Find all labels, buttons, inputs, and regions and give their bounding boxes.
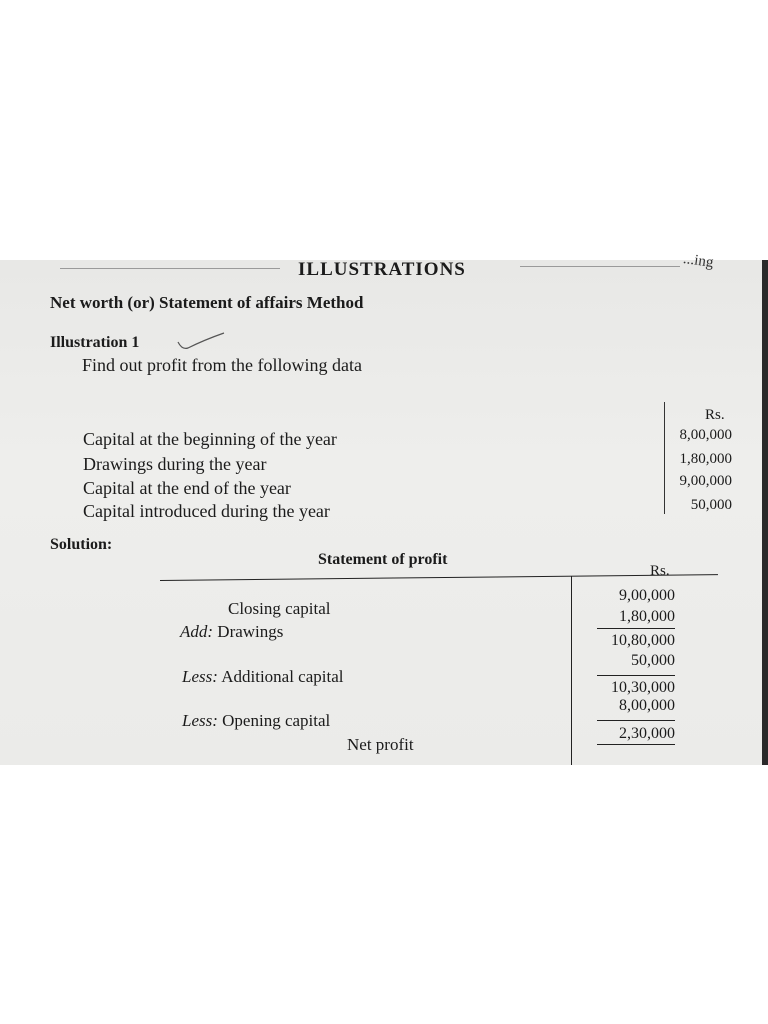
statement-line-label: Additional capital — [221, 667, 344, 686]
header-rule-left — [60, 268, 280, 269]
given-row-label: Drawings during the year — [83, 454, 267, 474]
textbook-page-photo — [0, 250, 768, 765]
given-row-value: 1,80,000 — [679, 451, 732, 467]
statement-line-label: Opening capital — [222, 711, 331, 730]
solution-label: Solution: — [50, 536, 113, 553]
corner-running-head: ...ing — [682, 250, 715, 272]
statement-line-label: Closing capital — [228, 599, 331, 618]
statement-column-rule — [571, 576, 572, 765]
statement-line — [180, 623, 283, 640]
statement-title: Statement of profit — [318, 551, 448, 568]
instruction-text: Find out profit from the following data — [82, 355, 362, 375]
statement-line-prefix: Add: — [180, 622, 214, 641]
subtotal-rule — [597, 628, 675, 629]
header-rule-right — [520, 266, 680, 267]
given-row-label: Capital introduced during the year — [83, 501, 330, 521]
statement-line-label: Net profit — [347, 735, 414, 754]
given-row-value: 8,00,000 — [679, 427, 732, 443]
given-currency-label: Rs. — [705, 407, 725, 423]
method-heading: Net worth (or) Statement of affairs Method — [50, 293, 364, 312]
net-profit-underline — [597, 744, 675, 745]
statement-top-rule — [160, 574, 718, 581]
statement-line-value: 1,80,000 — [619, 608, 675, 625]
page-title: ILLUSTRATIONS — [298, 259, 466, 280]
statement-line-prefix: Less: — [182, 711, 218, 730]
given-row-label: Capital at the beginning of the year — [83, 429, 337, 449]
statement-line-prefix: Less: — [182, 667, 218, 686]
subtotal-rule — [597, 675, 675, 676]
illustration-label: Illustration 1 — [50, 334, 140, 351]
given-row-label: Capital at the end of the year — [83, 478, 291, 498]
net-profit-rule — [597, 720, 675, 721]
given-row-value: 50,000 — [690, 497, 732, 513]
statement-line-value: 9,00,000 — [619, 587, 675, 604]
statement-subtotal-value: 10,30,000 — [611, 679, 675, 696]
given-row-value: 9,00,000 — [679, 473, 732, 489]
statement-line-value: 50,000 — [631, 652, 675, 669]
handwritten-check-icon — [176, 332, 226, 352]
statement-line-label: Drawings — [217, 622, 284, 641]
statement-subtotal-value: 10,80,000 — [611, 632, 675, 649]
statement-currency-label: Rs. — [650, 563, 670, 579]
statement-line — [182, 712, 330, 729]
page-edge-shadow — [762, 260, 768, 765]
net-profit-value: 2,30,000 — [619, 725, 675, 742]
statement-line-value: 8,00,000 — [619, 697, 675, 714]
statement-line — [182, 668, 344, 685]
given-column-rule — [664, 402, 665, 514]
